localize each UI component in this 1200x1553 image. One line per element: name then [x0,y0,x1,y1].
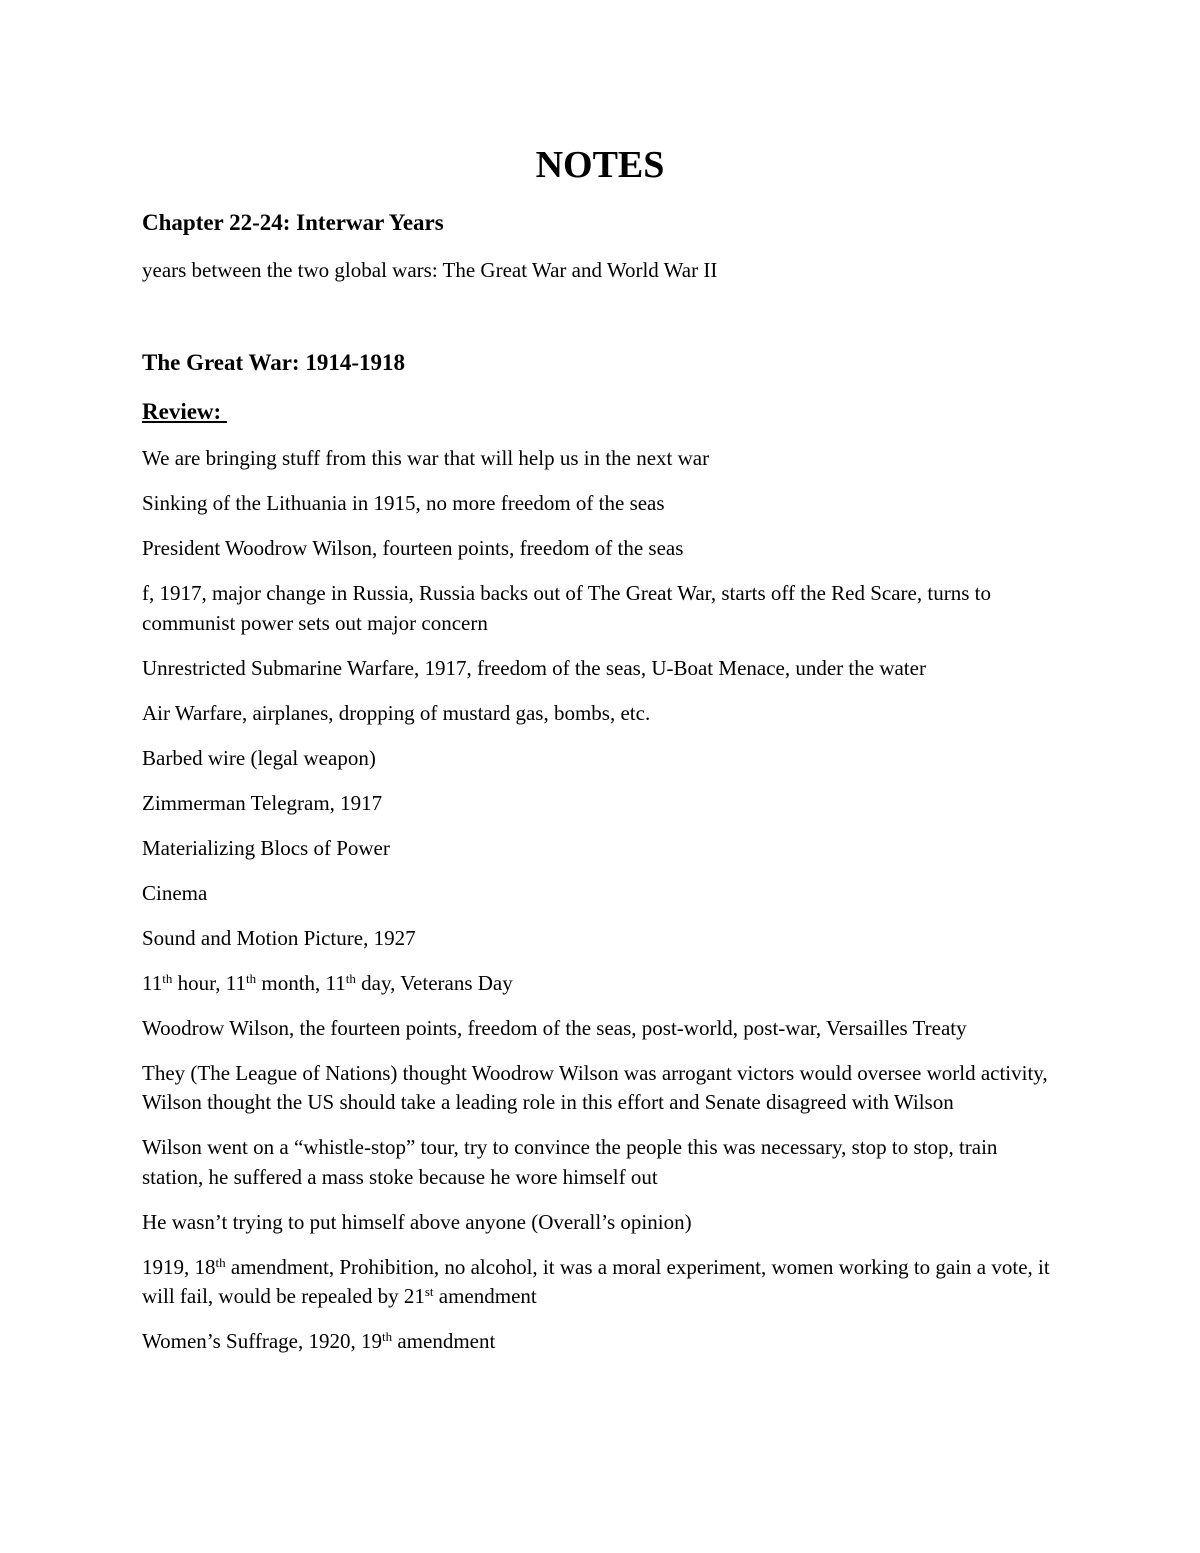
note-item [142,654,1062,684]
note-text: We are bringing stuff from this war that will help us in the next war [142,446,710,470]
ordinal-suffix: th [381,1329,393,1344]
note-text: Air Warfare, airplanes, dropping of mustard gas, bombs, etc. [142,700,651,725]
note-item [142,1327,1062,1357]
ordinal-suffix: st [424,1284,434,1299]
ordinal-suffix: th [215,1254,226,1270]
note-item [142,534,1062,564]
note-text: Zimmerman Telegram, 1917 [142,790,383,815]
note-text: amendment, Prohibition, no alcohol, it was a moral experiment, women working to gain a vote, it will fail, would be repealed by 21 [142,1254,1050,1308]
note-text: 11 [142,970,163,995]
note-text: Sound and Motion Picture, 1927 [142,925,416,950]
note-text: Wilson went on a “whistle-stop” tour, try to convince the people this was necessary, stop to stop, train station, he suffered a mass stoke because he wore himself out [142,1135,998,1189]
page-title: NOTES [535,144,665,186]
review-heading: Review: [142,399,227,424]
ordinal-suffix: th [162,970,173,986]
note-text: Sinking of the Lithuania in 1915, no more freedom of the seas [142,491,665,515]
note-text: They (The League of Nations) thought Woodrow Wilson was arrogant victors would oversee world activity, Wilson thought the US should take a leading role in this effort and Senate disagreed with Wilson [142,1060,1048,1114]
note-text: Cinema [142,880,208,905]
note-text: Materializing Blocs of Power [142,835,390,860]
note-text: day, Veterans Day [355,970,513,995]
note-item [142,489,1062,519]
note-item [142,699,1062,729]
note-text: amendment [433,1284,537,1308]
note-item [142,924,1062,954]
note-text: President Woodrow Wilson, fourteen points, freedom of the seas [142,536,684,560]
note-text: Unrestricted Submarine Warfare, 1917, freedom of the seas, U-Boat Menace, under the water [142,655,926,680]
note-item [142,1014,1062,1044]
note-text: month, 11 [256,970,346,995]
note-item [142,1208,1062,1238]
note-text: He wasn’t trying to put himself above anyone (Overall’s opinion) [142,1209,692,1234]
note-text: Women’s Suffrage, 1920, 19 [142,1329,382,1353]
note-text: f, 1917, major change in Russia, Russia backs out of The Great War, starts off the Red Scare, turns to communist power sets out major concern [142,581,991,635]
note-item [142,1059,1062,1118]
note-item [142,1253,1062,1312]
ordinal-suffix: th [245,970,257,986]
note-text: Woodrow Wilson, the fourteen points, freedom of the seas, post-world, post-war, Versailles Treaty [142,1015,967,1040]
note-item [142,879,1062,909]
ordinal-suffix: th [345,970,356,986]
note-item [142,969,1062,999]
note-item [142,834,1062,864]
note-text: amendment [392,1329,496,1353]
chapter-description: years between the two global wars: The Great War and World War II [142,258,718,282]
section-heading: The Great War: 1914-1918 [142,350,405,375]
note-text: 1919, 18 [142,1254,216,1279]
note-item [142,444,1062,474]
note-item [142,1133,1062,1192]
note-item [142,579,1062,638]
chapter-heading: Chapter 22-24: Interwar Years [142,210,444,235]
note-text: Barbed wire (legal weapon) [142,745,376,770]
notes-list [142,444,1062,1372]
note-item [142,744,1062,774]
note-text: hour, 11 [172,970,246,995]
note-item [142,789,1062,819]
